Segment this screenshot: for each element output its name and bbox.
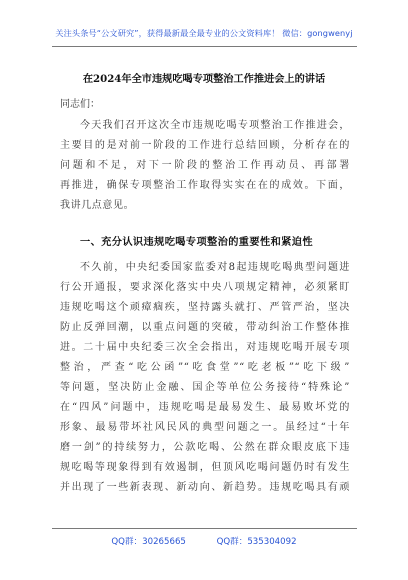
paragraph-line: 我讲几点意见。 [60, 200, 135, 211]
paragraph-line: 并出现了一些新表现、新动向、新趋势。违规吃喝具有顽 [60, 482, 350, 493]
footer-contact [0, 535, 408, 547]
paragraph-line: 主要目的是对前一阶段的工作进行总结回顾，分析存在的 [60, 140, 350, 151]
paragraph-line: 规吃喝等现象得到有效遏制，但顶风吃喝问题仍时有发生 [60, 462, 350, 473]
paragraph-line: 整治，严查“吃公函”“吃食堂”“吃老板”“吃下级” [60, 362, 350, 373]
paragraph-line: 在“四风”问题中，违规吃喝是最易发生、最易败坏党的 [60, 402, 350, 413]
paragraph-line: 今天我们召开这次全市违规吃喝专项整治工作推进会， [80, 120, 350, 131]
paragraph-line: 磨一剑”的持续努力，公款吃喝、公然在群众眼皮底下违 [60, 442, 350, 453]
paragraph-line: 进。二十届中央纪委三次全会指出，对违规吃喝开展专项 [60, 342, 350, 353]
body-paragraph [60, 258, 350, 498]
intro-paragraph [60, 116, 350, 216]
salutation: 同志们： [60, 99, 100, 110]
paragraph-line: 不久前，中央纪委国家监委对8起违规吃喝典型问题进 [80, 262, 350, 273]
paragraph-line: 问题和不足，对下一阶段的整治工作再动员、再部署 [60, 160, 350, 171]
paragraph-line: 再推进，确保专项整治工作取得实实在在的成效。下面， [60, 180, 350, 191]
paragraph-line: 防止反弹回潮，以重点问题的突破，带动纠治工作整体推 [60, 322, 350, 333]
paragraph-line: 行公开通报，要求深化落实中央八项规定精神，必须紧盯 [60, 282, 350, 293]
header-divider [52, 46, 357, 47]
paragraph-line: 等问题，坚决防止金融、国企等单位公务接待“特殊论” [60, 382, 350, 393]
qq-group-2: QQ群：535304092 [216, 537, 297, 547]
section-heading: 一、充分认识违规吃喝专项整治的重要性和紧迫性 [80, 236, 313, 248]
paragraph-line: 形象、最易带坏社风民风的典型问题之一。虽经过“十年 [60, 422, 350, 433]
paragraph-line: 违规吃喝这个顽瘴痼疾，坚持露头就打、严管严治，坚决 [60, 302, 350, 313]
footer-divider [52, 528, 357, 529]
document-title: 在2024年全市违规吃喝专项整治工作推进会上的讲话 [82, 73, 326, 85]
header-banner: 关注头条号“公文研究”，获得最新最全最专业的公文资料库！ 微信：gongwenyj [55, 28, 353, 38]
qq-group-1: QQ群：30265665 [111, 537, 186, 547]
